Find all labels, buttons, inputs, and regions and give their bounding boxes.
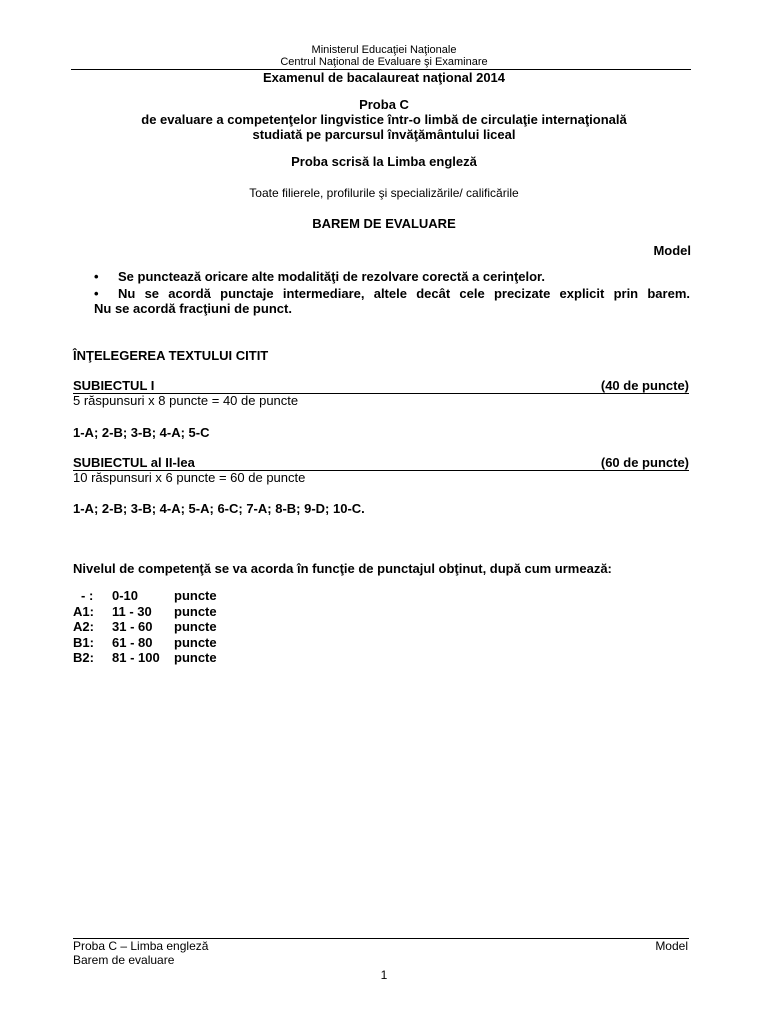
level-unit: puncte bbox=[174, 588, 217, 603]
footer-right: Model bbox=[655, 939, 688, 953]
competence-levels bbox=[73, 588, 217, 666]
bullet-2: • bbox=[94, 286, 99, 301]
level-row bbox=[73, 588, 217, 604]
subiect1-answers: 1-A; 2-B; 3-B; 4-A; 5-C bbox=[73, 425, 210, 440]
level-range: 31 - 60 bbox=[112, 619, 153, 634]
level-row bbox=[73, 635, 217, 651]
level-row bbox=[73, 604, 217, 620]
level-label: A2: bbox=[73, 619, 94, 634]
subiect1-header bbox=[73, 378, 689, 393]
level-label: B2: bbox=[73, 650, 94, 665]
filiere-text: Toate filierele, profilurile şi specializările/ calificările bbox=[249, 186, 519, 200]
model-label: Model bbox=[653, 243, 691, 258]
subiect2-header bbox=[73, 455, 689, 470]
proba-scrisa: Proba scrisă la Limba engleză bbox=[291, 154, 477, 169]
subiect2-formula: 10 răspunsuri x 6 puncte = 60 de puncte bbox=[73, 470, 306, 485]
level-label: A1: bbox=[73, 603, 94, 619]
center-name: Centrul Naţional de Evaluare şi Examinare bbox=[280, 56, 488, 68]
subiect1-formula: 5 răspunsuri x 8 puncte = 40 de puncte bbox=[73, 393, 299, 408]
level-row bbox=[73, 650, 217, 666]
level-label: B1: bbox=[73, 634, 94, 650]
footer-left-line2: Barem de evaluare bbox=[73, 953, 175, 967]
rule-2: Nu se acordă punctaje intermediare, altele decât cele precizate explicit prin barem. bbox=[118, 286, 690, 301]
barem-title: BAREM DE EVALUARE bbox=[312, 216, 456, 231]
level-range: 61 - 80 bbox=[112, 634, 153, 650]
page-number: 1 bbox=[380, 968, 388, 982]
subiect2-label: SUBIECTUL al II-lea bbox=[73, 455, 195, 470]
subiect1-label: SUBIECTUL I bbox=[73, 378, 155, 393]
proba-description-line2: studiată pe parcursul învăţământului liceal bbox=[252, 127, 516, 142]
level-range: 11 - 30 bbox=[112, 603, 152, 619]
ministry-name: Ministerul Educaţiei Naţionale bbox=[311, 44, 457, 56]
level-unit: puncte bbox=[174, 634, 217, 650]
section-heading: ÎNŢELEGEREA TEXTULUI CITIT bbox=[73, 348, 269, 363]
level-range: 81 - 100 bbox=[112, 650, 160, 665]
subiect2-answers: 1-A; 2-B; 3-B; 4-A; 5-A; 6-C; 7-A; 8-B; 9-D; 10-C. bbox=[73, 501, 365, 516]
level-row bbox=[73, 619, 217, 635]
level-unit: puncte bbox=[174, 650, 217, 665]
rule-3: Nu se acordă fracţiuni de punct. bbox=[94, 301, 292, 316]
competence-intro: Nivelul de competenţă se va acorda în funcţie de punctajul obţinut, după cum urmează: bbox=[73, 561, 612, 576]
proba-title: Proba C bbox=[359, 97, 409, 112]
bullet-1: • bbox=[94, 269, 99, 284]
level-label: - : bbox=[81, 588, 94, 603]
exam-title: Examenul de bacalaureat naţional 2014 bbox=[262, 70, 506, 85]
subiect2-points: (60 de puncte) bbox=[600, 455, 689, 470]
footer-left-line1: Proba C – Limba engleză bbox=[73, 939, 209, 953]
level-unit: puncte bbox=[174, 603, 217, 619]
level-range: 0-10 bbox=[112, 588, 139, 603]
subiect1-points: (40 de puncte) bbox=[600, 378, 689, 393]
rule-1: Se punctează oricare alte modalităţi de rezolvare corectă a cerinţelor. bbox=[118, 269, 546, 284]
proba-description-line1: de evaluare a competenţelor lingvistice într-o limbă de circulaţie internaţională bbox=[141, 112, 627, 127]
level-unit: puncte bbox=[174, 619, 217, 634]
